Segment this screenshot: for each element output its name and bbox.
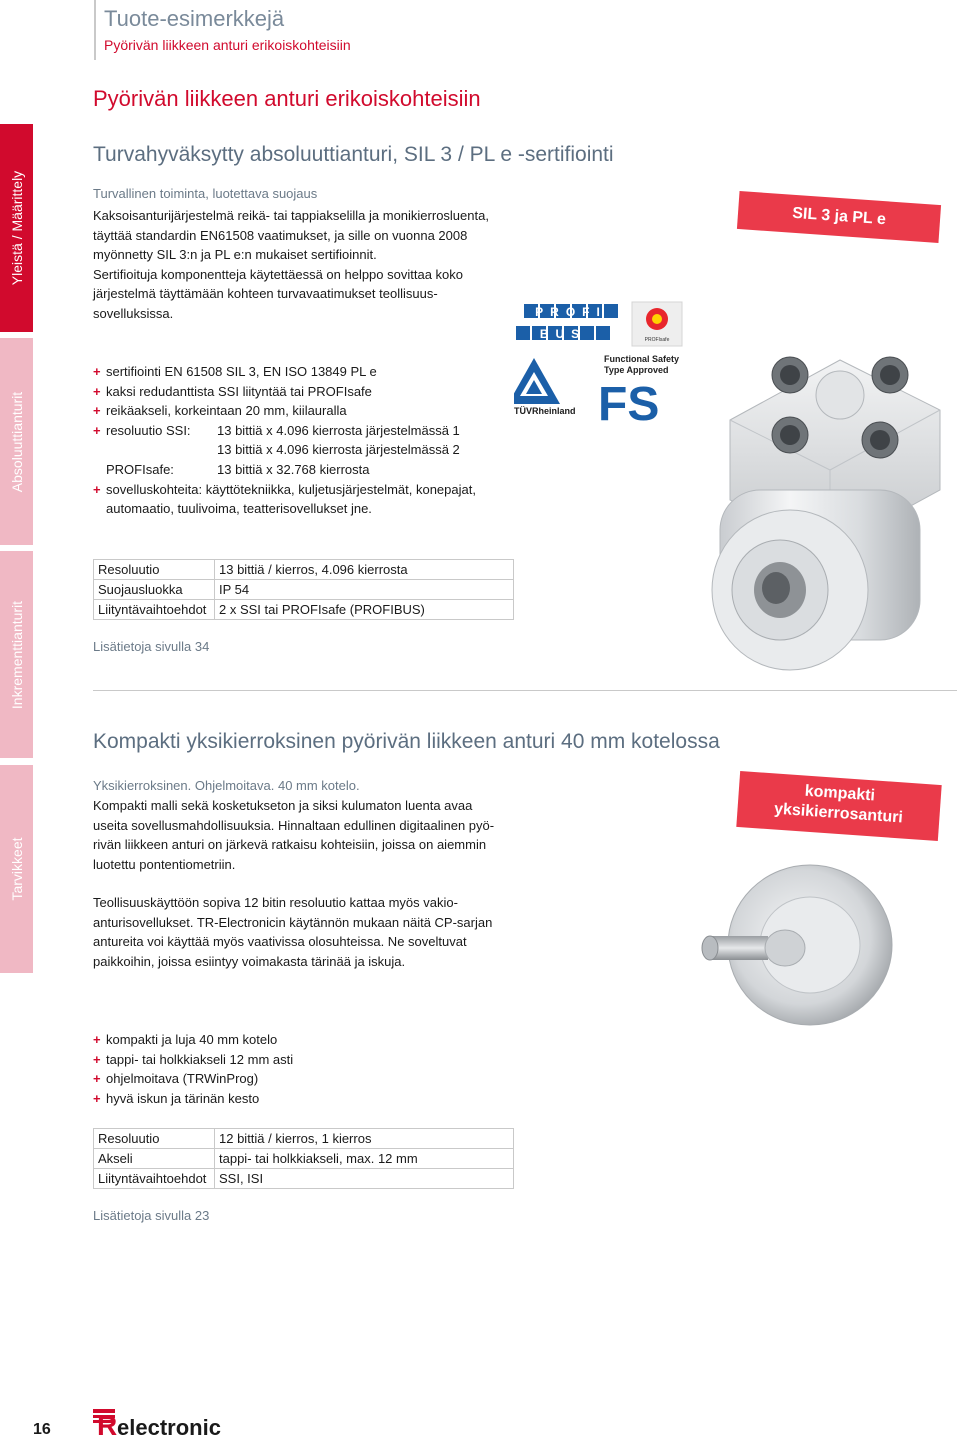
plus-icon: + <box>93 422 101 438</box>
paragraph-line: paikkoihin, joissa esiintyy voimakasta tärinää ja iskuja. <box>93 953 406 969</box>
list-item: automaatio, tuulivoima, teatterisovellukset jne. <box>106 501 372 517</box>
list-item: + reikäakseli, korkeintaan 20 mm, kiilauralla <box>93 401 476 421</box>
table-row: Liityntävaihtoehdot SSI, ISI <box>94 1169 514 1189</box>
section2-paragraph-2 <box>93 893 492 971</box>
side-tab-label: Absoluuttianturit <box>8 391 25 492</box>
paragraph-line: rivän liikkeen anturi on järkevä ratkaisu kohteisiin, joissa on aiemmin <box>93 837 487 853</box>
table-row: Liityntävaihtoehdot 2 x SSI tai PROFIsafe (PROFIBUS) <box>94 600 514 620</box>
list-item: PROFIsafe: 13 bittiä x 32.768 kierrosta <box>106 461 370 477</box>
list-item: + tappi- tai holkkiakseli 12 mm asti <box>93 1050 293 1070</box>
paragraph-line: Kaksoisanturijärjestelmä reikä- tai tappiakselilla ja monikierrosluenta, <box>93 208 489 223</box>
plus-icon: + <box>93 364 101 379</box>
side-tab-absolute[interactable] <box>0 338 33 545</box>
fs-logo <box>598 354 679 426</box>
paragraph-line: sovelluksissa. <box>93 305 174 321</box>
svg-text:electronic: electronic <box>117 1415 221 1437</box>
paragraph-line: luotettu pontentiometriin. <box>93 856 236 872</box>
svg-text:TÜVRheinland: TÜVRheinland <box>514 406 576 416</box>
section2-title: Kompakti yksikierroksinen pyörivän liikkeen anturi 40 mm kotelossa <box>93 730 720 753</box>
absolute-encoder-image <box>690 340 952 678</box>
section1-spec-table <box>93 559 514 620</box>
side-tab-label: Tarvikkeet <box>8 837 25 901</box>
plus-icon: + <box>93 481 101 497</box>
page-number: 16 <box>33 1421 51 1438</box>
table-row: Resoluutio 12 bittiä / kierros, 1 kierros <box>94 1129 514 1149</box>
list-item: 13 bittiä x 4.096 kierrosta järjestelmässä 2 <box>217 442 460 458</box>
sil-banner: SIL 3 ja PL e <box>737 191 941 243</box>
tr-logo-mark <box>93 1405 253 1437</box>
svg-text:FS: FS <box>598 378 660 426</box>
table-row: Akseli tappi- tai holkkiakseli, max. 12 mm <box>94 1149 514 1169</box>
section1-more-info[interactable]: Lisätietoja sivulla 34 <box>93 639 210 654</box>
plus-icon: + <box>93 1090 101 1106</box>
side-tab-incremental[interactable] <box>0 551 33 758</box>
paragraph-line: Kompakti malli sekä kosketukseton ja siksi kulumaton luenta avaa <box>93 798 473 813</box>
side-tab-label: Yleistä / Määrittely <box>8 170 25 286</box>
header-title: Tuote-esimerkkejä <box>104 6 285 31</box>
plus-icon: + <box>93 383 101 399</box>
section1-title: Turvahyväksytty absoluuttianturi, SIL 3 / PL e -sertifiointi <box>93 143 614 166</box>
side-tab-general[interactable] <box>0 124 33 332</box>
list-item: + sovelluskohteita: käyttötekniikka, kuljetusjärjestelmät, konepajat, <box>93 480 476 500</box>
section2-feature-list <box>93 1030 293 1108</box>
page-heading: Pyörivän liikkeen anturi erikoiskohteisiin <box>93 86 481 111</box>
paragraph-line: järjestelmä täyttämään kohteen turvavaatimukset teollisuus- <box>93 286 438 302</box>
header-rule <box>94 0 96 60</box>
tr-electronic-logo <box>93 1405 253 1437</box>
paragraph-line: antureita voi käyttää myös vaativissa olosuhteissa. Ne soveltuvat <box>93 934 467 950</box>
section1-paragraph <box>93 206 489 324</box>
svg-text:PROFI: PROFI <box>535 305 607 319</box>
list-item: + hyvä iskun ja tärinän kesto <box>93 1089 293 1109</box>
list-item: + resoluutio SSI: 13 bittiä x 4.096 kierrosta järjestelmässä 1 <box>93 421 476 441</box>
list-item: + ohjelmoitava (TRWinProg) <box>93 1069 293 1089</box>
header-subtitle: Pyörivän liikkeen anturi erikoiskohteisiin <box>104 37 351 53</box>
list-item: + kaksi redudanttista SSI liityntää tai PROFIsafe <box>93 382 476 402</box>
section2-more-info[interactable]: Lisätietoja sivulla 23 <box>93 1208 210 1223</box>
section-divider <box>93 690 957 691</box>
paragraph-line: täyttää standardin EN61508 vaatimukset, ja sille on vuonna 2008 <box>93 227 468 243</box>
list-item: + sertifiointi EN 61508 SIL 3, EN ISO 13849 PL e <box>93 362 476 382</box>
paragraph-line: useita sovellusmahdollisuuksia. Hinnaltaan edullinen digitaalinen pyö- <box>93 817 495 833</box>
compact-encoder-image <box>660 850 920 1030</box>
list-item: + kompakti ja luja 40 mm kotelo <box>93 1030 293 1050</box>
svg-text:BUS: BUS <box>539 327 587 341</box>
svg-text:R: R <box>97 1410 118 1437</box>
table-row: Suojausluokka IP 54 <box>94 580 514 600</box>
section2-lead: Yksikierroksinen. Ohjelmoitava. 40 mm kotelo. <box>93 778 360 793</box>
plus-icon: + <box>93 1071 101 1087</box>
paragraph-line: anturisovellukset. TR-Electronicin käytännön mukaan näitä CP-sarjan <box>93 914 493 930</box>
side-tab-label: Inkrementtianturit <box>8 600 25 709</box>
plus-icon: + <box>93 403 101 419</box>
side-tab-accessories[interactable] <box>0 765 33 973</box>
section1-feature-list <box>93 362 476 519</box>
section2-spec-table <box>93 1128 514 1189</box>
paragraph-line: Sertifioituja komponentteja käytettäessä on helppo sovittaa koko <box>93 266 464 282</box>
paragraph-line: myönnetty SIL 3:n ja PL e:n mukaiset sertifioinnit. <box>93 247 377 263</box>
plus-icon: + <box>93 1051 101 1067</box>
svg-text:Type Approved: Type Approved <box>604 365 669 375</box>
paragraph-line: Teollisuuskäyttöön sopiva 12 bitin resoluutio kattaa myös vakio- <box>93 895 458 910</box>
compact-banner: kompakti yksikierrosanturi <box>736 771 941 841</box>
certification-logos <box>514 296 690 426</box>
section2-paragraph-1 <box>93 796 494 874</box>
profisafe-badge <box>632 302 682 346</box>
tuv-logo <box>514 358 576 416</box>
table-row: Resoluutio 13 bittiä / kierros, 4.096 kierrosta <box>94 560 514 580</box>
section1-lead: Turvallinen toiminta, luotettava suojaus <box>93 186 318 201</box>
svg-text:PROFIsafe: PROFIsafe <box>644 337 670 343</box>
profibus-logo <box>516 304 618 341</box>
plus-icon: + <box>93 1032 101 1047</box>
svg-text:Functional Safety: Functional Safety <box>604 354 680 364</box>
